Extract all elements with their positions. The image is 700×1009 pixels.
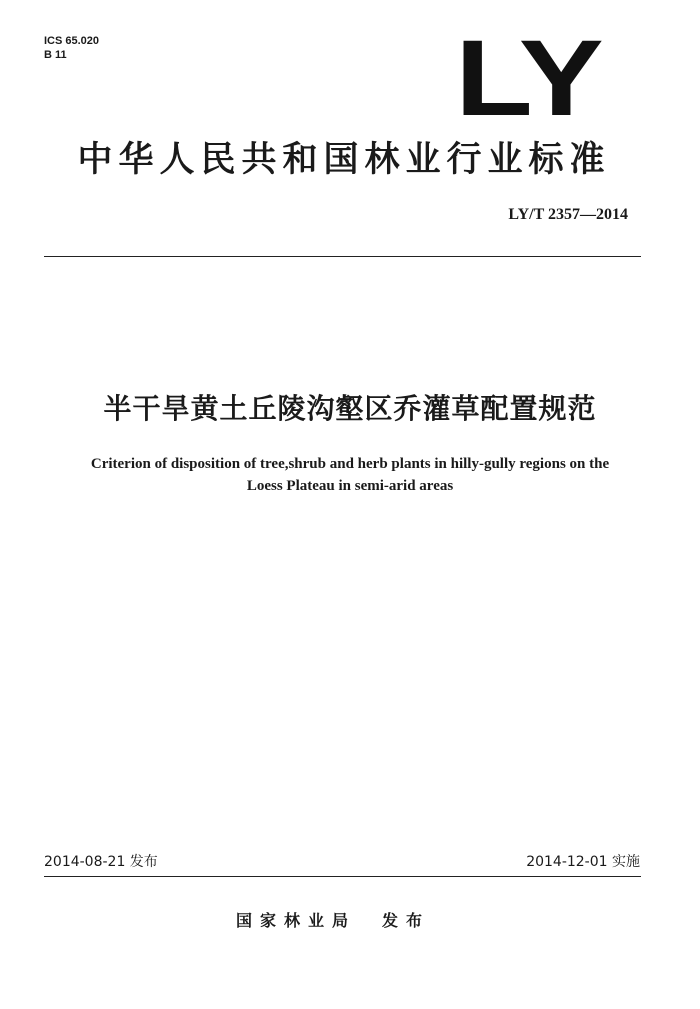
bottom-divider (44, 876, 641, 877)
ics-code: ICS 65.020 (44, 35, 100, 47)
chinese-title: 半干旱黄土丘陵沟壑区乔灌草配置规范 (103, 392, 597, 425)
english-title-line-1: Criterion of disposition of tree,shrub and herb plants in hilly-gully regions on the (90, 456, 610, 472)
issuer-action: 发布 (382, 911, 431, 930)
organization-title: 中华人民共和国林业行业标准 (77, 140, 611, 180)
issue-date: 2014-08-21 发布 (44, 854, 158, 870)
issuer-name: 国家林业局 (236, 911, 357, 930)
standard-number: LY/T 2357—2014 (508, 206, 628, 223)
issuer-line (236, 908, 430, 931)
english-title (20, 453, 680, 497)
ly-logo: LY (455, 17, 602, 138)
english-title-line-2: Loess Plateau in semi-arid areas (246, 478, 454, 494)
ccs-code: B 11 (44, 49, 67, 61)
implementation-date: 2014-12-01 实施 (526, 854, 640, 870)
top-divider (44, 256, 641, 257)
classification-codes (44, 34, 99, 62)
